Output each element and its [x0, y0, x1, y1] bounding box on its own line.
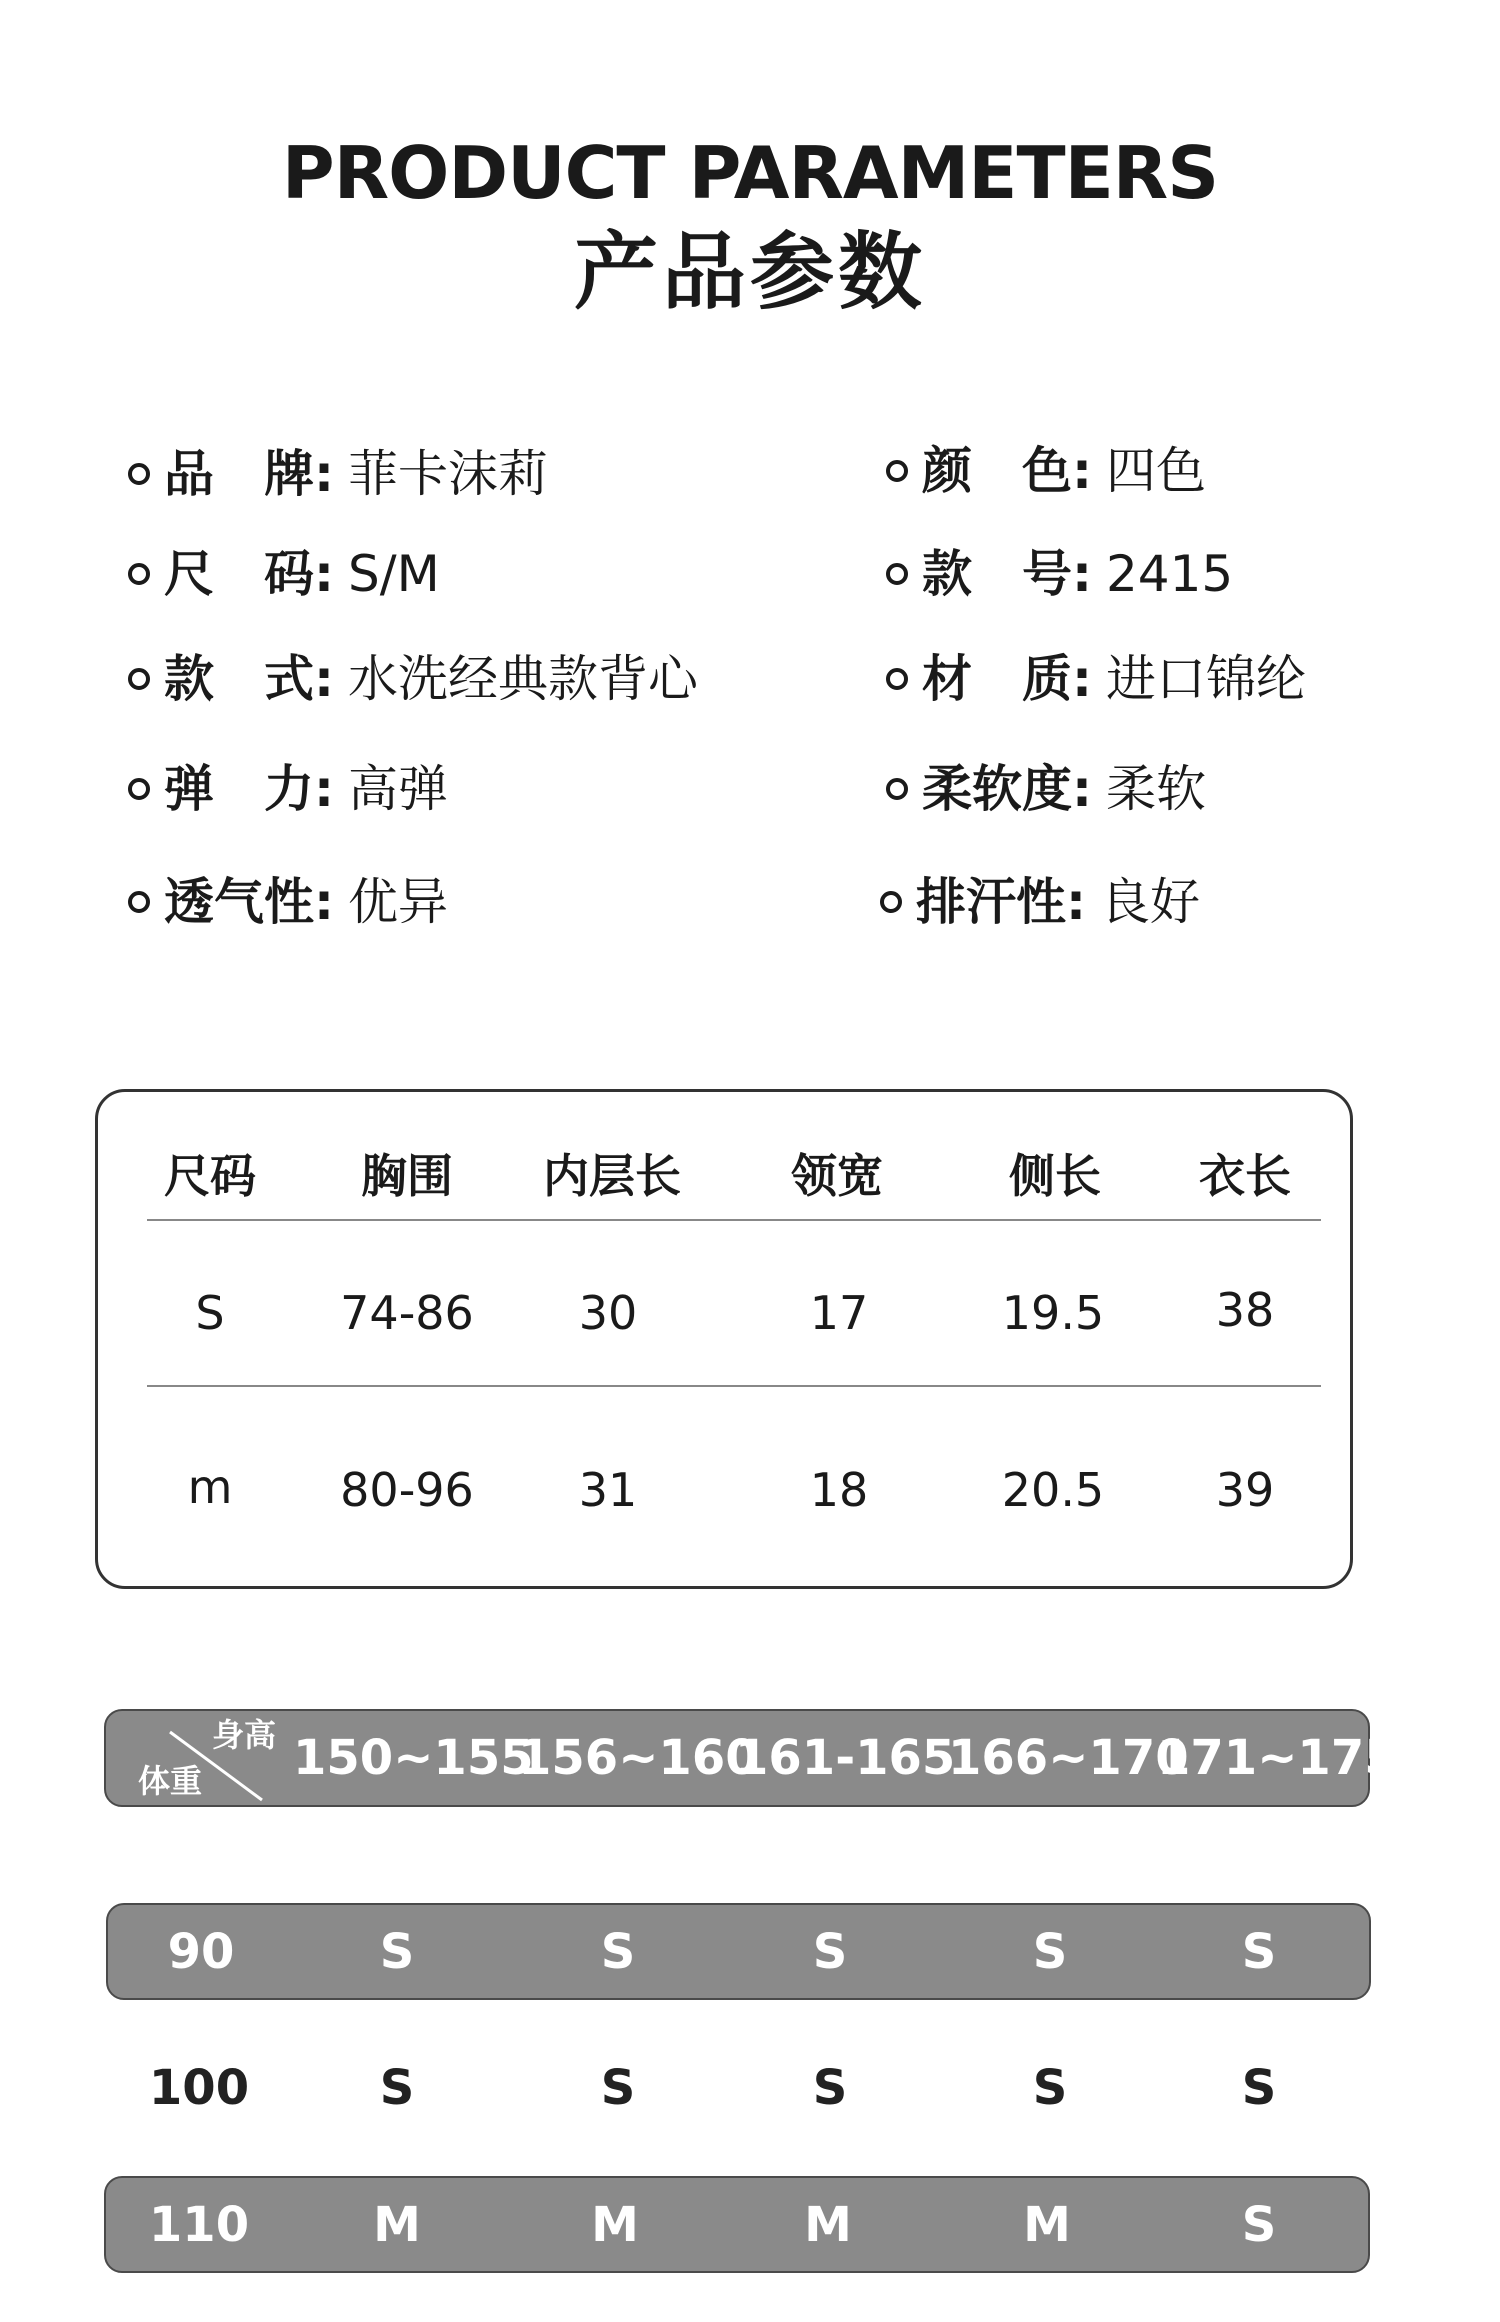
weight-value: 110 — [148, 2197, 250, 2253]
param-material — [886, 647, 1306, 711]
size-cell: S — [1241, 1924, 1277, 1980]
param-color — [886, 439, 1206, 503]
table-cell: 39 — [1215, 1463, 1275, 1517]
bullet-icon — [886, 460, 908, 482]
param-value: 优异 — [348, 873, 448, 931]
height-range: 171~175 — [1157, 1730, 1398, 1786]
size-header: 衣长 — [1199, 1149, 1291, 1203]
param-value: S/M — [348, 545, 440, 603]
param-value: 高弹 — [348, 760, 448, 818]
param-value: 四色 — [1106, 442, 1206, 500]
size-cell: M — [1023, 2197, 1071, 2253]
height-range: 156~160 — [518, 1730, 759, 1786]
param-label: 柔软度: — [922, 760, 1092, 818]
param-style — [128, 647, 698, 711]
size-cell: S — [600, 1924, 636, 1980]
size-cell: S — [379, 1924, 415, 1980]
size-cell: M — [804, 2197, 852, 2253]
table-divider — [147, 1219, 1321, 1221]
size-cell: S — [1241, 2060, 1277, 2116]
table-cell: 19.5 — [1001, 1286, 1105, 1340]
weight-label: 体重 — [138, 1762, 203, 1800]
weight-value: 90 — [167, 1924, 235, 1980]
table-cell: 30 — [578, 1286, 638, 1340]
param-value: 良好 — [1100, 873, 1200, 931]
size-header: 领宽 — [791, 1149, 883, 1203]
param-label: 颜 色: — [922, 442, 1092, 500]
param-label: 款 式: — [164, 650, 334, 708]
weight-value: 100 — [148, 2060, 250, 2116]
param-value: 柔软 — [1106, 760, 1206, 818]
param-size — [128, 542, 440, 606]
table-cell: 18 — [809, 1463, 869, 1517]
param-label: 弹 力: — [164, 760, 334, 818]
table-cell: S — [195, 1286, 225, 1340]
param-softness — [886, 757, 1206, 821]
size-cell: S — [379, 2060, 415, 2116]
param-sweat-wicking — [880, 870, 1200, 934]
table-cell: 20.5 — [1001, 1463, 1105, 1517]
size-header: 尺码 — [164, 1149, 256, 1203]
bullet-icon — [128, 891, 150, 913]
table-cell: 38 — [1215, 1283, 1275, 1337]
size-header: 胸围 — [361, 1149, 453, 1203]
param-label: 材 质: — [922, 650, 1092, 708]
param-label: 透气性: — [164, 873, 334, 931]
bullet-icon — [886, 563, 908, 585]
page-title-cn: 产品参数 — [573, 223, 926, 321]
param-brand — [128, 442, 548, 506]
bullet-icon — [128, 563, 150, 585]
table-divider — [147, 1385, 1321, 1387]
bullet-icon — [128, 463, 150, 485]
param-label: 尺 码: — [164, 545, 334, 603]
size-cell: S — [1032, 1924, 1068, 1980]
height-range: 166~170 — [948, 1730, 1189, 1786]
param-model-number — [886, 542, 1233, 606]
table-cell: m — [187, 1460, 233, 1514]
param-value: 菲卡沫莉 — [348, 445, 548, 503]
bullet-icon — [880, 891, 902, 913]
size-cell: S — [1241, 2197, 1277, 2253]
size-cell: S — [1032, 2060, 1068, 2116]
size-cell: S — [812, 2060, 848, 2116]
table-cell: 31 — [578, 1463, 638, 1517]
size-header: 侧长 — [1009, 1149, 1101, 1203]
bullet-icon — [128, 778, 150, 800]
bullet-icon — [886, 778, 908, 800]
height-range: 150~155 — [293, 1730, 534, 1786]
param-value: 进口锦纶 — [1106, 650, 1306, 708]
size-header: 内层长 — [543, 1149, 681, 1203]
page-title-en: PRODUCT PARAMETERS — [281, 131, 1219, 215]
bullet-icon — [886, 668, 908, 690]
table-cell: 74-86 — [340, 1286, 474, 1340]
param-elasticity — [128, 757, 448, 821]
param-value: 水洗经典款背心 — [348, 650, 698, 708]
param-value: 2415 — [1106, 545, 1234, 603]
table-cell: 80-96 — [340, 1463, 474, 1517]
size-cell: M — [373, 2197, 421, 2253]
param-label: 款 号: — [922, 545, 1092, 603]
bullet-icon — [128, 668, 150, 690]
size-cell: S — [600, 2060, 636, 2116]
param-label: 排汗性: — [916, 873, 1086, 931]
size-cell: S — [812, 1924, 848, 1980]
table-cell: 17 — [809, 1286, 869, 1340]
param-label: 品 牌: — [164, 445, 334, 503]
param-breathability — [128, 870, 448, 934]
height-range: 161-165 — [735, 1730, 956, 1786]
height-label: 身高 — [212, 1716, 277, 1754]
size-cell: M — [591, 2197, 639, 2253]
